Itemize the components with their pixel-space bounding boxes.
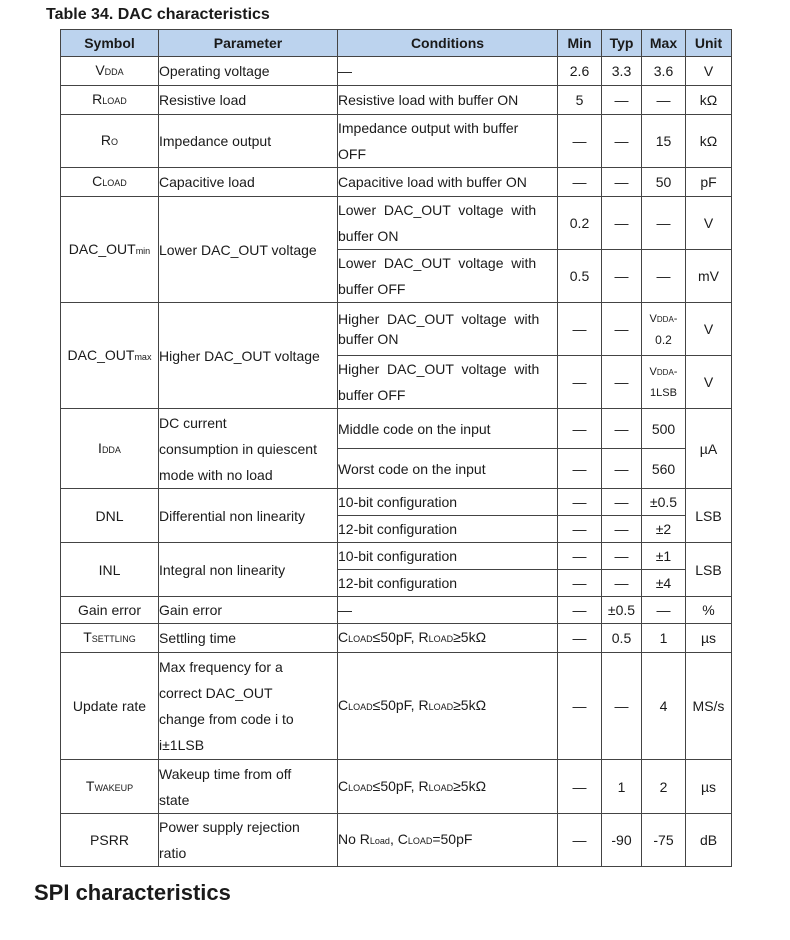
max-cell: VDDA- 1LSB [642, 356, 686, 409]
max-cell: 1 [642, 624, 686, 653]
min-cell: — [558, 449, 602, 489]
parameter-cell: Impedance output [159, 115, 338, 168]
min-cell: — [558, 814, 602, 867]
min-cell: 0.5 [558, 250, 602, 303]
conditions-cell: Lower DAC_OUT voltage with buffer ON [338, 197, 558, 250]
typ-cell: — [602, 356, 642, 409]
min-cell: — [558, 303, 602, 356]
dac-characteristics-table [60, 29, 732, 867]
table-row [61, 409, 732, 449]
col-symbol: Symbol [61, 30, 159, 57]
symbol-cell: DNL [61, 489, 159, 543]
table-row [61, 197, 732, 250]
min-cell: — [558, 115, 602, 168]
min-cell: — [558, 624, 602, 653]
unit-cell: µs [686, 624, 732, 653]
typ-cell: — [602, 449, 642, 489]
table-row [61, 597, 732, 624]
symbol-cell: TSETTLING [61, 624, 159, 653]
max-cell: — [642, 86, 686, 115]
parameter-cell: Power supply rejection ratio [159, 814, 338, 867]
typ-cell: 3.3 [602, 57, 642, 86]
symbol-cell: DAC_OUTmin [61, 197, 159, 303]
min-cell: — [558, 543, 602, 570]
conditions-cell: Higher DAC_OUT voltage with buffer OFF [338, 356, 558, 409]
conditions-cell: No RLoad, CLOAD=50pF [338, 814, 558, 867]
symbol-cell: DAC_OUTmax [61, 303, 159, 409]
typ-cell: — [602, 115, 642, 168]
max-cell: 4 [642, 653, 686, 760]
unit-cell: V [686, 356, 732, 409]
typ-cell: — [602, 516, 642, 543]
table-row [61, 57, 732, 86]
typ-cell: — [602, 250, 642, 303]
typ-cell: — [602, 86, 642, 115]
typ-cell: — [602, 489, 642, 516]
typ-cell: — [602, 197, 642, 250]
parameter-cell: Differential non linearity [159, 489, 338, 543]
symbol-cell: RO [61, 115, 159, 168]
typ-cell: — [602, 570, 642, 597]
symbol-cell: PSRR [61, 814, 159, 867]
min-cell: — [558, 597, 602, 624]
max-cell: ±0.5 [642, 489, 686, 516]
table-row [61, 543, 732, 570]
header-row [61, 30, 732, 57]
conditions-cell: CLOAD≤50pF, RLOAD≥5kΩ [338, 760, 558, 814]
symbol-cell: IDDA [61, 409, 159, 489]
conditions-cell: 10-bit configuration [338, 489, 558, 516]
parameter-cell: Gain error [159, 597, 338, 624]
max-cell: — [642, 197, 686, 250]
max-cell: 50 [642, 168, 686, 197]
unit-cell: MS/s [686, 653, 732, 760]
unit-cell: kΩ [686, 86, 732, 115]
parameter-cell: Integral non linearity [159, 543, 338, 597]
conditions-cell: Higher DAC_OUT voltage with buffer ON [338, 303, 558, 356]
typ-cell: 1 [602, 760, 642, 814]
min-cell: 5 [558, 86, 602, 115]
conditions-cell: Capacitive load with buffer ON [338, 168, 558, 197]
max-cell: 500 [642, 409, 686, 449]
min-cell: — [558, 168, 602, 197]
unit-cell: dB [686, 814, 732, 867]
min-cell: — [558, 516, 602, 543]
typ-cell: — [602, 168, 642, 197]
parameter-cell: Resistive load [159, 86, 338, 115]
col-max: Max [642, 30, 686, 57]
table-row [61, 115, 732, 168]
table-row [61, 814, 732, 867]
parameter-cell: Lower DAC_OUT voltage [159, 197, 338, 303]
parameter-cell: Max frequency for a correct DAC_OUT change from code i to i±1LSB [159, 653, 338, 760]
max-cell: — [642, 250, 686, 303]
conditions-cell: CLOAD≤50pF, RLOAD≥5kΩ [338, 653, 558, 760]
unit-cell: V [686, 197, 732, 250]
typ-cell: — [602, 543, 642, 570]
conditions-cell: CLOAD≤50pF, RLOAD≥5kΩ [338, 624, 558, 653]
symbol-cell: RLOAD [61, 86, 159, 115]
unit-cell: pF [686, 168, 732, 197]
table-row [61, 86, 732, 115]
conditions-cell: Worst code on the input [338, 449, 558, 489]
min-cell: — [558, 356, 602, 409]
parameter-cell: Operating voltage [159, 57, 338, 86]
symbol-cell: Update rate [61, 653, 159, 760]
table-row [61, 489, 732, 516]
conditions-cell: Middle code on the input [338, 409, 558, 449]
conditions-cell: 12-bit configuration [338, 516, 558, 543]
symbol-cell: VDDA [61, 57, 159, 86]
typ-cell: ±0.5 [602, 597, 642, 624]
min-cell: — [558, 489, 602, 516]
symbol-cell: INL [61, 543, 159, 597]
unit-cell: LSB [686, 489, 732, 543]
conditions-cell: — [338, 57, 558, 86]
max-cell: VDDA- 0.2 [642, 303, 686, 356]
max-cell: 560 [642, 449, 686, 489]
min-cell: 2.6 [558, 57, 602, 86]
max-cell: — [642, 597, 686, 624]
conditions-cell: Resistive load with buffer ON [338, 86, 558, 115]
conditions-cell: 12-bit configuration [338, 570, 558, 597]
typ-cell: — [602, 653, 642, 760]
conditions-cell: 10-bit configuration [338, 543, 558, 570]
col-parameter: Parameter [159, 30, 338, 57]
parameter-cell: Capacitive load [159, 168, 338, 197]
col-min: Min [558, 30, 602, 57]
parameter-cell: Settling time [159, 624, 338, 653]
parameter-cell: Higher DAC_OUT voltage [159, 303, 338, 409]
table-caption: Table 34. DAC characteristics [46, 6, 270, 23]
typ-cell: -90 [602, 814, 642, 867]
max-cell: ±2 [642, 516, 686, 543]
conditions-cell: — [338, 597, 558, 624]
unit-cell: V [686, 57, 732, 86]
max-cell: ±1 [642, 543, 686, 570]
min-cell: — [558, 570, 602, 597]
section-heading: SPI characteristics [34, 880, 231, 905]
col-conditions: Conditions [338, 30, 558, 57]
col-typ: Typ [602, 30, 642, 57]
table-row [61, 653, 732, 760]
table-row [61, 760, 732, 814]
table-row [61, 303, 732, 356]
unit-cell: % [686, 597, 732, 624]
min-cell: — [558, 760, 602, 814]
max-cell: ±4 [642, 570, 686, 597]
typ-cell: — [602, 303, 642, 356]
table-row [61, 168, 732, 197]
min-cell: 0.2 [558, 197, 602, 250]
max-cell: 15 [642, 115, 686, 168]
unit-cell: mV [686, 250, 732, 303]
conditions-cell: Impedance output with buffer OFF [338, 115, 558, 168]
unit-cell: µA [686, 409, 732, 489]
min-cell: — [558, 409, 602, 449]
table-row [61, 624, 732, 653]
max-cell: 2 [642, 760, 686, 814]
col-unit: Unit [686, 30, 732, 57]
symbol-cell: TWAKEUP [61, 760, 159, 814]
parameter-cell: Wakeup time from off state [159, 760, 338, 814]
unit-cell: V [686, 303, 732, 356]
conditions-cell: Lower DAC_OUT voltage with buffer OFF [338, 250, 558, 303]
unit-cell: kΩ [686, 115, 732, 168]
max-cell: -75 [642, 814, 686, 867]
symbol-cell: CLOAD [61, 168, 159, 197]
typ-cell: — [602, 409, 642, 449]
parameter-cell: DC current consumption in quiescent mode with no load [159, 409, 338, 489]
min-cell: — [558, 653, 602, 760]
unit-cell: LSB [686, 543, 732, 597]
symbol-cell: Gain error [61, 597, 159, 624]
typ-cell: 0.5 [602, 624, 642, 653]
max-cell: 3.6 [642, 57, 686, 86]
unit-cell: µs [686, 760, 732, 814]
